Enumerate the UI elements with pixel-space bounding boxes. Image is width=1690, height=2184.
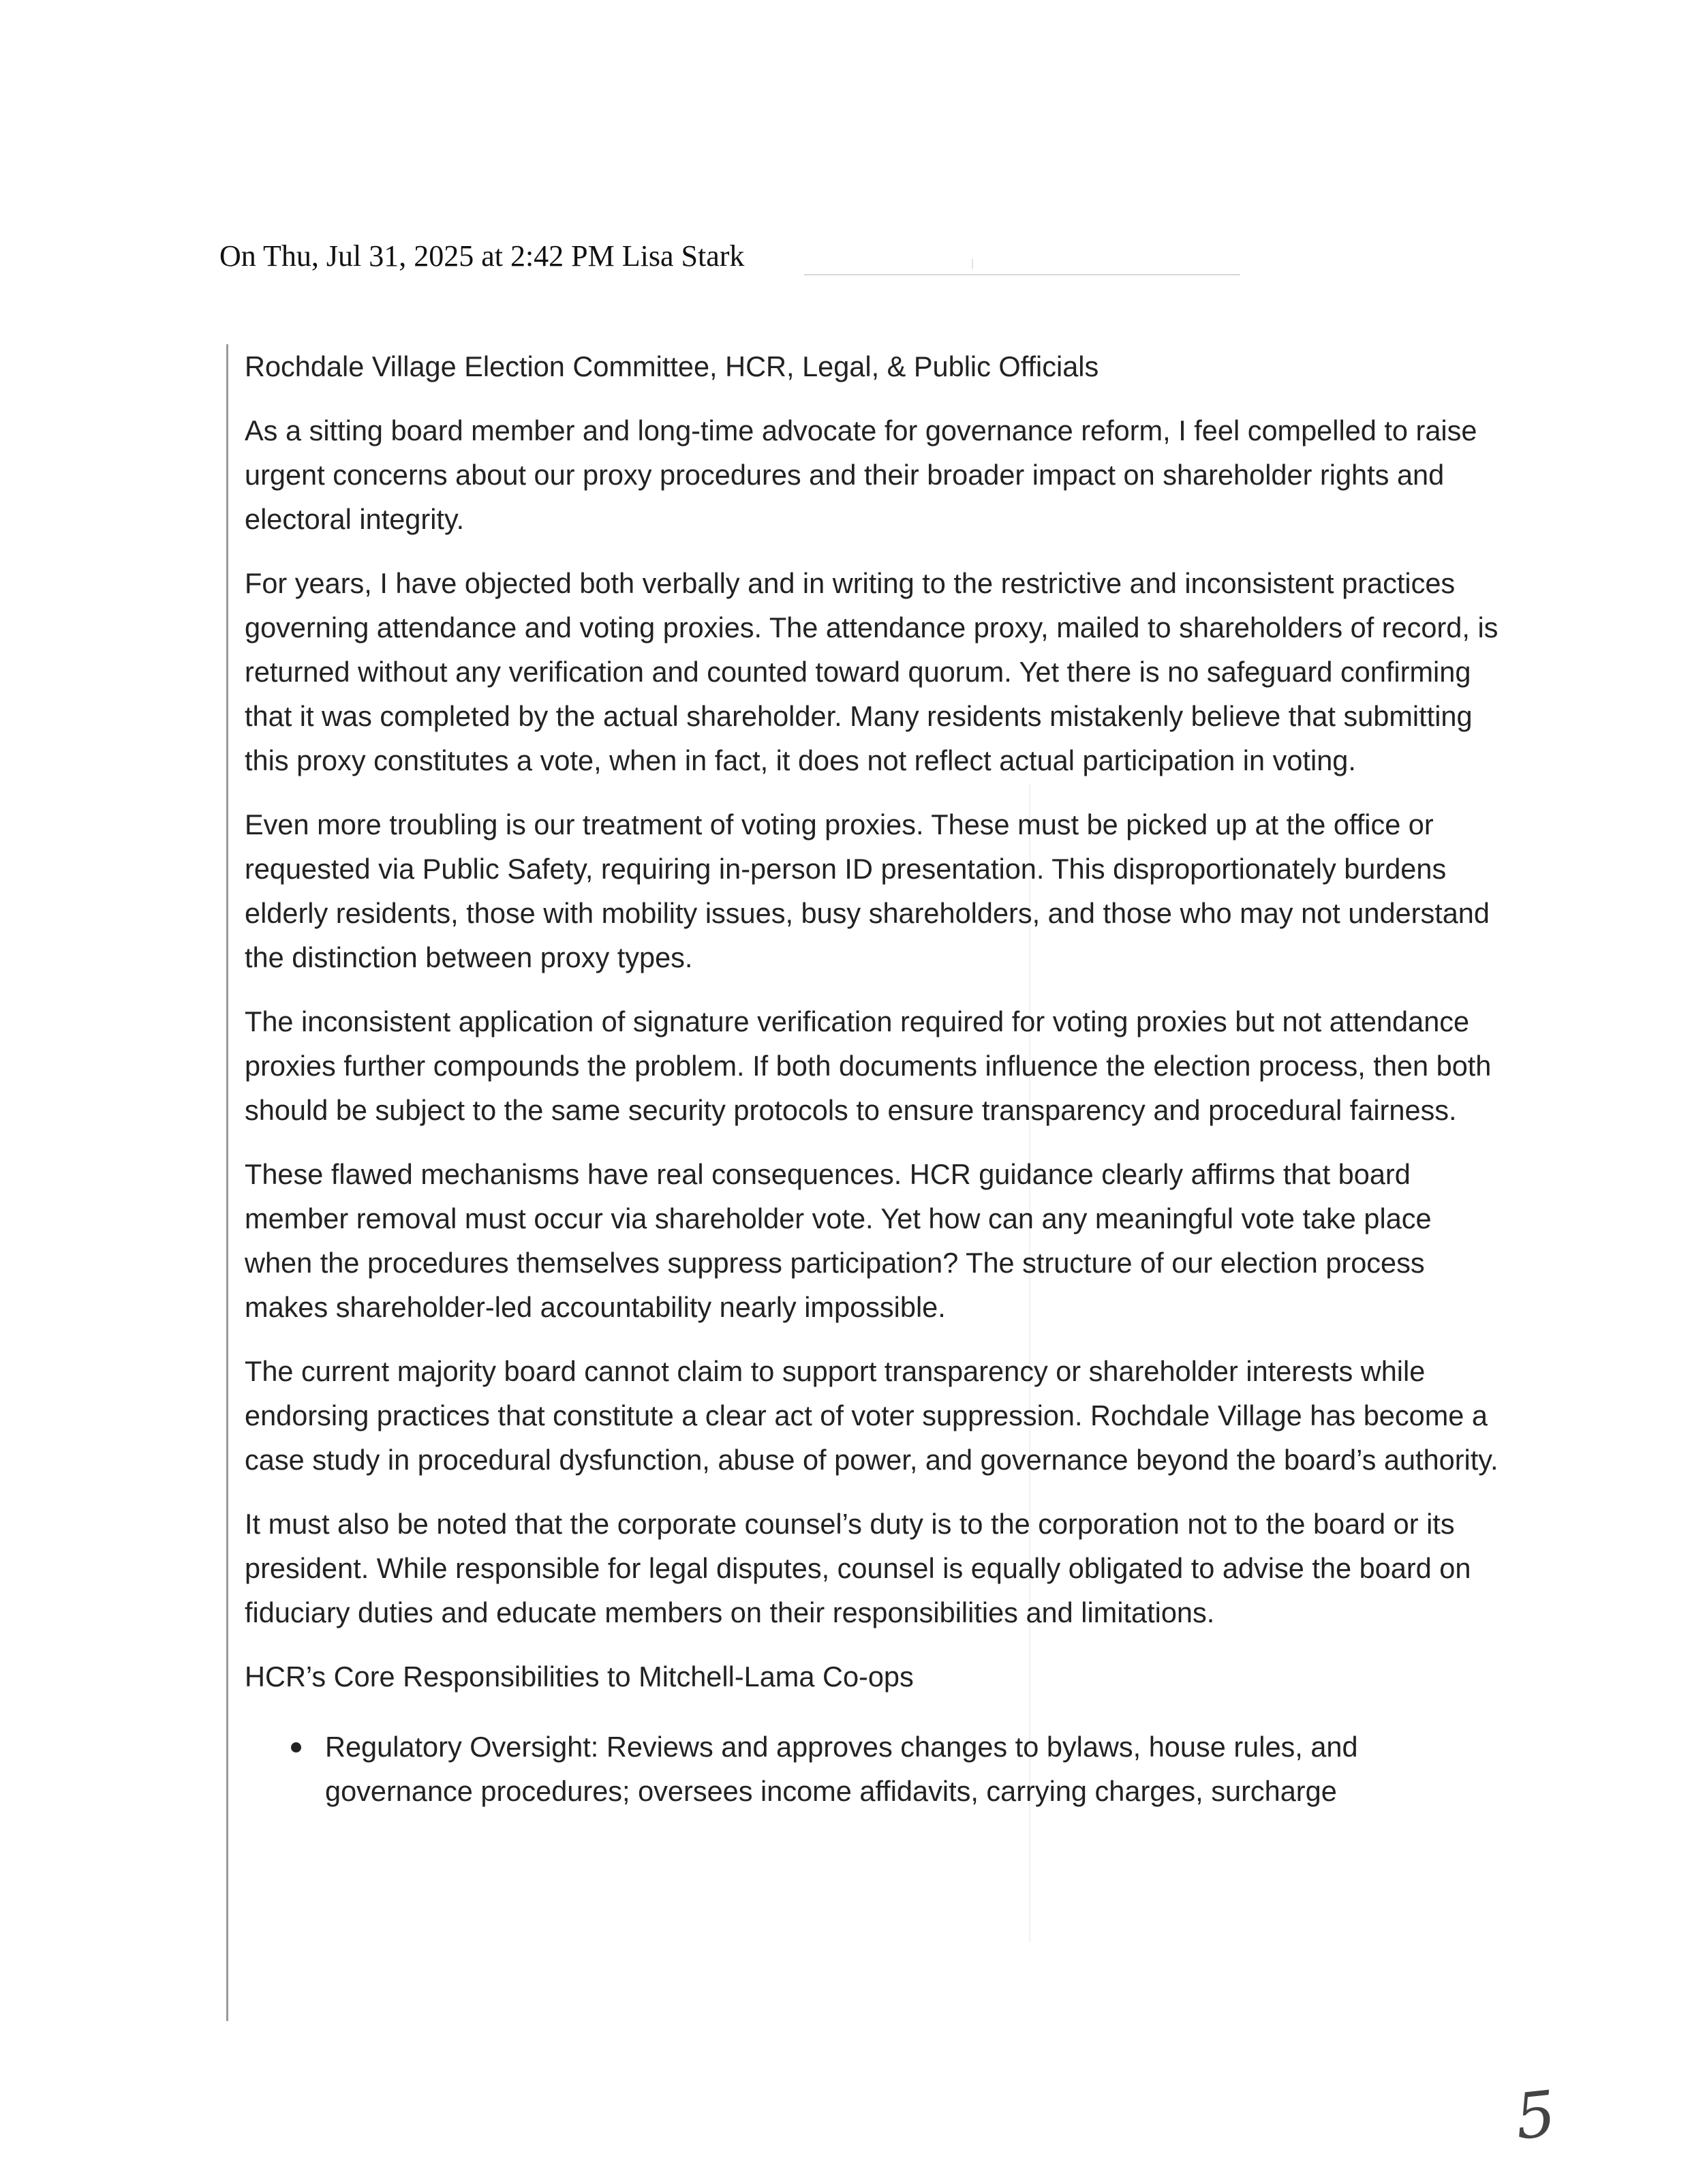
paragraph: It must also be noted that the corporate counsel’s duty is to the corporation not to the board or its president. While responsible for legal disputes, counsel is equally obligated to advise the board on fiduciary duties and educate members on their responsibilities and limitations.: [245, 1508, 1471, 1628]
paragraph: These flawed mechanisms have real consequences. HCR guidance clearly affirms that board member removal must occur via shareholder vote. Yet how can any meaningful vote take place when the procedures themselves suppress participation? The structure of our election process makes shareholder-led accountability nearly impossible.: [245, 1158, 1432, 1323]
scan-artifact: [972, 259, 973, 269]
handwritten-page-number: 5: [1511, 2077, 1559, 2154]
paragraph: The inconsistent application of signature verification required for voting proxies but not attendance proxies further compounds the problem. If both documents influence the election process, then both should be subject to the same security protocols to ensure transparency and procedural fairness.: [245, 1005, 1492, 1126]
paragraph: Even more troubling is our treatment of voting proxies. These must be picked up at the office or requested via Public Safety, requiring in-person ID presentation. This disproportionately burdens elderly residents, those with mobility issues, busy shareholders, and those who may not understand the distinction between proxy types.: [245, 808, 1490, 973]
paragraph: For years, I have objected both verbally and in writing to the restrictive and inconsistent practices governing attendance and voting proxies. The attendance proxy, mailed to shareholders of record, is returned without any verification and counted toward quorum. Yet there is no safeguard confirming that it was completed by the actual shareholder. Many residents mistakenly believe that submitting this proxy constitutes a vote, when in fact, it does not reflect actual participation in voting.: [245, 567, 1499, 776]
redacted-email-address: [804, 274, 1240, 275]
paragraph: The current majority board cannot claim to support transparency or shareholder interests while endorsing practices that constitute a clear act of voter suppression. Rochdale Village has become a case study in procedural dysfunction, abuse of power, and governance beyond the board’s authority.: [245, 1355, 1499, 1476]
quoted-message: [226, 344, 1499, 2021]
paragraph: As a sitting board member and long-time advocate for governance reform, I feel compelled to raise urgent concerns about our proxy procedures and their broader impact on shareholder rights and electoral integrity.: [245, 414, 1477, 535]
list-item: Regulatory Oversight: Reviews and approves changes to bylaws, house rules, and governance procedures; oversees income affidavits, carrying charges, surcharge: [325, 1725, 1466, 1813]
email-header: On Thu, Jul 31, 2025 at 2:42 PM Lisa Stark: [219, 239, 745, 273]
responsibilities-list: [245, 1725, 1466, 1813]
salutation: Rochdale Village Election Committee, HCR, Legal, & Public Officials: [245, 350, 1099, 382]
section-title: HCR’s Core Responsibilities to Mitchell-Lama Co-ops: [245, 1660, 914, 1693]
